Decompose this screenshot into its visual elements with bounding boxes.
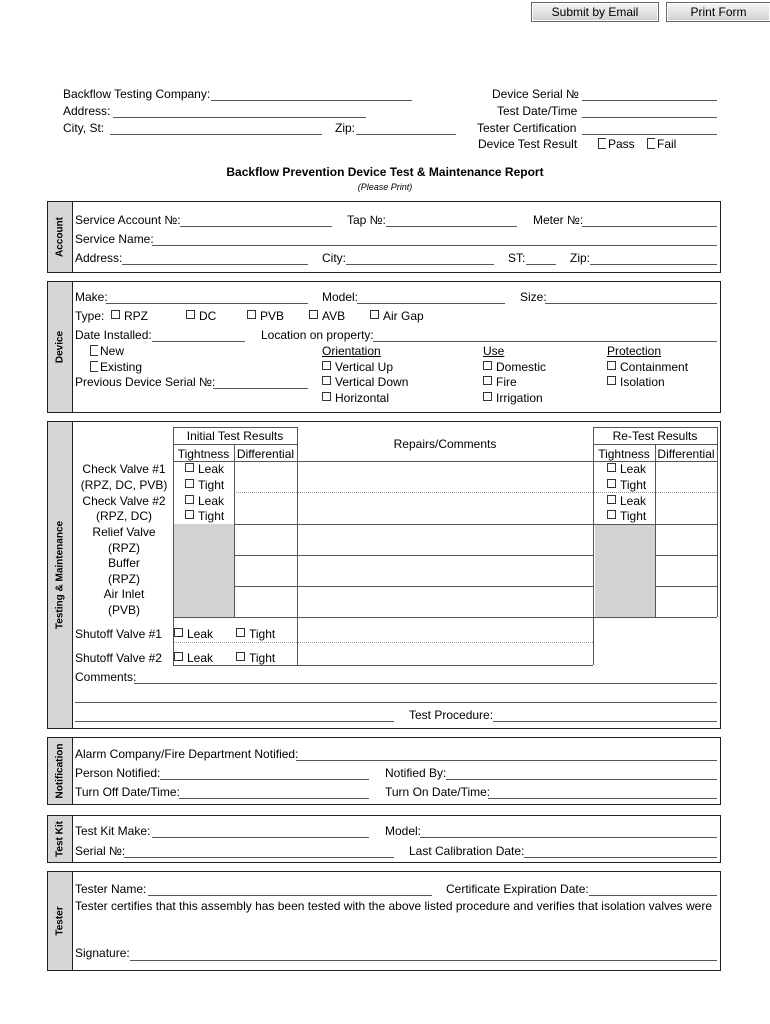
table-line	[234, 492, 717, 493]
checkbox-icon	[647, 138, 655, 149]
alarm-notified-field[interactable]	[296, 760, 717, 761]
cv2-initial-tight-checkbox[interactable]	[185, 509, 224, 523]
test-kit-serial-field[interactable]	[124, 857, 394, 858]
tester-name-label: Tester Name:	[75, 882, 147, 896]
account-city-label: City:	[322, 251, 346, 265]
checkbox-icon	[236, 628, 245, 637]
table-line	[173, 617, 717, 618]
report-subtitle: (Please Print)	[357, 182, 413, 192]
initial-results-header: Initial Test Results	[186, 429, 284, 443]
checkbox-icon	[111, 310, 120, 319]
table-line	[655, 555, 717, 556]
cert-expiration-field[interactable]	[589, 895, 717, 896]
device-serial-label: Device Serial №	[492, 87, 579, 101]
service-account-label: Service Account №:	[75, 213, 181, 227]
tester-side-label: Tester	[48, 872, 73, 970]
checkbox-icon	[174, 652, 183, 661]
type-rpz-checkbox[interactable]	[111, 309, 148, 323]
previous-serial-field[interactable]	[213, 388, 308, 389]
date-installed-label: Date Installed:	[75, 328, 152, 342]
vertical-down-checkbox[interactable]	[322, 375, 408, 389]
initial-differential-header: Differential	[236, 447, 295, 461]
shutoff-valve-2-label: Shutoff Valve #2	[75, 651, 162, 665]
checkbox-icon	[607, 376, 616, 385]
domestic-checkbox[interactable]	[483, 360, 546, 374]
fire-label: Fire	[496, 375, 517, 389]
shutoff-2-leak-checkbox[interactable]	[174, 651, 213, 665]
pass-label: Pass	[608, 137, 635, 151]
test-procedure-field[interactable]	[493, 721, 717, 722]
account-address-field[interactable]	[122, 264, 308, 265]
retest-tightness-header: Tightness	[598, 447, 650, 461]
table-line	[655, 586, 717, 587]
cv2-retest-leak-checkbox[interactable]	[607, 494, 646, 508]
zip-field[interactable]	[356, 134, 456, 135]
person-notified-field[interactable]	[160, 779, 369, 780]
account-zip-label: Zip:	[570, 251, 591, 265]
type-dc-label: DC	[199, 309, 217, 323]
tight-label: Tight	[620, 509, 647, 523]
cv2-retest-tight-checkbox[interactable]	[607, 509, 646, 523]
horizontal-checkbox[interactable]	[322, 391, 389, 405]
repairs-header: Repairs/Comments	[393, 437, 497, 451]
certification-statement: Tester certifies that this assembly has been tested with the above listed procedure and verifies that isolation valves were	[75, 899, 713, 913]
domestic-label: Domestic	[496, 360, 547, 374]
check-valve-1-sub: (RPZ, DC, PVB)	[80, 478, 168, 492]
testing-side-label: Testing & Maintenance	[48, 422, 73, 728]
test-kit-model-label: Model:	[385, 824, 422, 838]
air-inlet-label: Air Inlet	[103, 587, 145, 601]
table-line	[173, 665, 593, 666]
meter-label: Meter №:	[533, 213, 584, 227]
shutoff-1-tight-checkbox[interactable]	[236, 627, 275, 641]
service-account-field[interactable]	[180, 226, 332, 227]
cv1-retest-leak-checkbox[interactable]	[607, 462, 646, 476]
table-line	[593, 427, 594, 665]
account-address-label: Address:	[75, 251, 123, 265]
vertical-up-checkbox[interactable]	[322, 360, 393, 374]
pass-checkbox[interactable]	[598, 137, 635, 151]
type-rpz-label: RPZ	[124, 309, 148, 323]
cv2-initial-leak-checkbox[interactable]	[185, 494, 224, 508]
model-field[interactable]	[357, 303, 505, 304]
comments-field[interactable]	[134, 683, 717, 684]
table-line	[173, 642, 593, 643]
relief-valve-label: Relief Valve	[92, 525, 156, 539]
account-st-field[interactable]	[526, 264, 556, 265]
checkbox-icon	[90, 361, 98, 372]
checkbox-icon	[483, 361, 492, 370]
table-line	[234, 524, 717, 525]
vertical-up-label: Vertical Up	[335, 360, 394, 374]
cv1-initial-tight-checkbox[interactable]	[185, 478, 224, 492]
tap-label: Tap №:	[347, 213, 386, 227]
checkbox-icon	[598, 138, 606, 149]
meter-field[interactable]	[582, 226, 717, 227]
zip-label: Zip:	[335, 121, 356, 135]
cv1-initial-leak-checkbox[interactable]	[185, 462, 224, 476]
device-side-label: Device	[48, 282, 73, 412]
account-st-label: ST:	[508, 251, 526, 265]
type-label: Type:	[75, 309, 105, 323]
retest-differential-header: Differential	[657, 447, 715, 461]
turn-on-label: Turn On Date/Time:	[385, 785, 491, 799]
tester-section	[47, 871, 721, 971]
checkbox-icon	[607, 361, 616, 370]
checkbox-icon	[607, 510, 616, 519]
checkbox-icon	[607, 495, 616, 504]
shutoff-valve-1-label: Shutoff Valve #1	[75, 627, 162, 641]
checkbox-icon	[483, 392, 492, 401]
print-form-button[interactable]: Print Form	[666, 2, 770, 22]
checkbox-icon	[185, 479, 194, 488]
retest-grey-block	[595, 524, 655, 617]
tight-label: Tight	[620, 478, 647, 492]
leak-label: Leak	[187, 651, 214, 665]
make-field[interactable]	[106, 303, 308, 304]
containment-label: Containment	[620, 360, 689, 374]
make-label: Make:	[75, 290, 108, 304]
person-notified-label: Person Notified:	[75, 766, 161, 780]
use-heading: Use	[483, 344, 505, 358]
shutoff-1-leak-checkbox[interactable]	[174, 627, 213, 641]
leak-label: Leak	[620, 462, 647, 476]
checkbox-icon	[247, 310, 256, 319]
signature-label: Signature:	[75, 946, 130, 960]
calibration-field[interactable]	[524, 857, 717, 858]
table-line	[655, 444, 656, 617]
type-avb-label: AVB	[322, 309, 346, 323]
checkbox-icon	[607, 463, 616, 472]
check-valve-2-label: Check Valve #2	[82, 494, 166, 508]
test-kit-make-field[interactable]	[152, 837, 369, 838]
tester-cert-field[interactable]	[582, 134, 717, 135]
initial-tightness-header: Tightness	[177, 447, 230, 461]
device-test-result-label: Device Test Result	[478, 137, 578, 151]
test-kit-model-field[interactable]	[420, 837, 717, 838]
protection-heading: Protection	[607, 344, 662, 358]
buffer-sub: (RPZ)	[108, 572, 140, 586]
test-kit-side-label: Test Kit	[48, 816, 73, 862]
table-line	[234, 586, 594, 587]
checkbox-icon	[309, 310, 318, 319]
table-line	[717, 427, 718, 617]
checkbox-icon	[322, 361, 331, 370]
company-label: Backflow Testing Company:	[63, 87, 211, 101]
tester-name-field[interactable]	[148, 895, 432, 896]
check-valve-2-sub: (RPZ, DC)	[96, 509, 152, 523]
existing-checkbox[interactable]	[90, 360, 142, 374]
checkbox-icon	[483, 376, 492, 385]
address-field[interactable]	[113, 117, 366, 118]
fail-label: Fail	[657, 137, 677, 151]
company-field[interactable]	[211, 100, 412, 101]
account-side-label: Account	[48, 202, 73, 272]
service-name-label: Service Name:	[75, 232, 154, 246]
containment-checkbox[interactable]	[607, 360, 688, 374]
checkbox-icon	[174, 628, 183, 637]
test-kit-serial-label: Serial №:	[75, 844, 126, 858]
notification-side-label: Notification	[48, 738, 73, 804]
buffer-label: Buffer	[108, 556, 140, 570]
checkbox-icon	[186, 310, 195, 319]
report-title: Backflow Prevention Device Test & Maintenance Report	[226, 165, 544, 179]
comments-label: Comments:	[75, 670, 137, 684]
service-name-field[interactable]	[152, 245, 717, 246]
alarm-notified-label: Alarm Company/Fire Department Notified:	[75, 747, 299, 761]
table-line	[173, 444, 297, 445]
location-label: Location on property:	[261, 328, 374, 342]
comments-field-3[interactable]	[75, 721, 394, 722]
size-label: Size:	[520, 290, 547, 304]
test-date-label: Test Date/Time	[497, 104, 578, 118]
type-air-gap-label: Air Gap	[383, 309, 424, 323]
leak-label: Leak	[198, 494, 225, 508]
device-serial-field[interactable]	[582, 100, 717, 101]
date-installed-field[interactable]	[152, 341, 245, 342]
checkbox-icon	[322, 392, 331, 401]
orientation-heading: Orientation	[322, 344, 381, 358]
checkbox-icon	[185, 510, 194, 519]
irrigation-label: Irrigation	[496, 391, 543, 405]
retest-results-header: Re-Test Results	[612, 429, 698, 443]
turn-on-field[interactable]	[488, 798, 717, 799]
tight-label: Tight	[249, 627, 276, 641]
notified-by-field[interactable]	[446, 779, 717, 780]
account-zip-field[interactable]	[590, 264, 717, 265]
submit-by-email-button[interactable]: Submit by Email	[531, 2, 659, 22]
checkbox-icon	[236, 652, 245, 661]
relief-valve-sub: (RPZ)	[108, 541, 140, 555]
comments-field-2[interactable]	[75, 702, 717, 703]
city-st-label: City, St:	[63, 121, 105, 135]
test-date-field[interactable]	[582, 117, 717, 118]
vertical-down-label: Vertical Down	[335, 375, 409, 389]
type-pvb-checkbox[interactable]	[247, 309, 284, 323]
signature-field[interactable]	[130, 960, 717, 961]
turn-off-field[interactable]	[179, 798, 369, 799]
size-field[interactable]	[545, 303, 717, 304]
tap-field[interactable]	[386, 226, 517, 227]
table-line	[297, 427, 298, 665]
new-label: New	[100, 344, 125, 358]
checkbox-icon	[370, 310, 379, 319]
table-line	[173, 427, 297, 428]
tester-cert-label: Tester Certification	[477, 121, 577, 135]
checkbox-icon	[185, 495, 194, 504]
checkbox-icon	[185, 463, 194, 472]
tight-label: Tight	[198, 509, 225, 523]
checkbox-icon	[90, 345, 98, 356]
horizontal-label: Horizontal	[335, 391, 390, 405]
type-dc-checkbox[interactable]	[186, 309, 216, 323]
existing-label: Existing	[100, 360, 143, 374]
checkbox-icon	[607, 479, 616, 488]
address-label: Address:	[63, 104, 111, 118]
table-line	[593, 427, 717, 428]
shutoff-2-tight-checkbox[interactable]	[236, 651, 275, 665]
calibration-label: Last Calibration Date:	[409, 844, 525, 858]
table-line	[234, 444, 235, 617]
previous-serial-label: Previous Device Serial №:	[75, 375, 216, 389]
leak-label: Leak	[198, 462, 225, 476]
cert-expiration-label: Certificate Expiration Date:	[446, 882, 589, 896]
isolation-label: Isolation	[620, 375, 665, 389]
cv1-retest-tight-checkbox[interactable]	[607, 478, 646, 492]
test-kit-make-label: Test Kit Make:	[75, 824, 151, 838]
test-kit-section	[47, 815, 721, 863]
account-city-field[interactable]	[346, 264, 494, 265]
type-avb-checkbox[interactable]	[309, 309, 345, 323]
check-valve-1-label: Check Valve #1	[82, 462, 166, 476]
fail-checkbox[interactable]	[647, 137, 676, 151]
initial-grey-block	[173, 524, 234, 617]
fire-checkbox[interactable]	[483, 375, 517, 389]
tight-label: Tight	[249, 651, 276, 665]
leak-label: Leak	[187, 627, 214, 641]
location-field[interactable]	[373, 341, 717, 342]
tight-label: Tight	[198, 478, 225, 492]
model-label: Model:	[322, 290, 359, 304]
checkbox-icon	[322, 376, 331, 385]
city-st-field[interactable]	[110, 134, 322, 135]
notified-by-label: Notified By:	[385, 766, 447, 780]
irrigation-checkbox[interactable]	[483, 391, 543, 405]
isolation-checkbox[interactable]	[607, 375, 665, 389]
type-pvb-label: PVB	[260, 309, 285, 323]
new-checkbox[interactable]	[90, 344, 124, 358]
test-procedure-label: Test Procedure:	[409, 708, 494, 722]
leak-label: Leak	[620, 494, 647, 508]
type-air-gap-checkbox[interactable]	[370, 309, 424, 323]
air-inlet-sub: (PVB)	[107, 603, 140, 617]
turn-off-label: Turn Off Date/Time:	[75, 785, 180, 799]
table-line	[234, 555, 594, 556]
